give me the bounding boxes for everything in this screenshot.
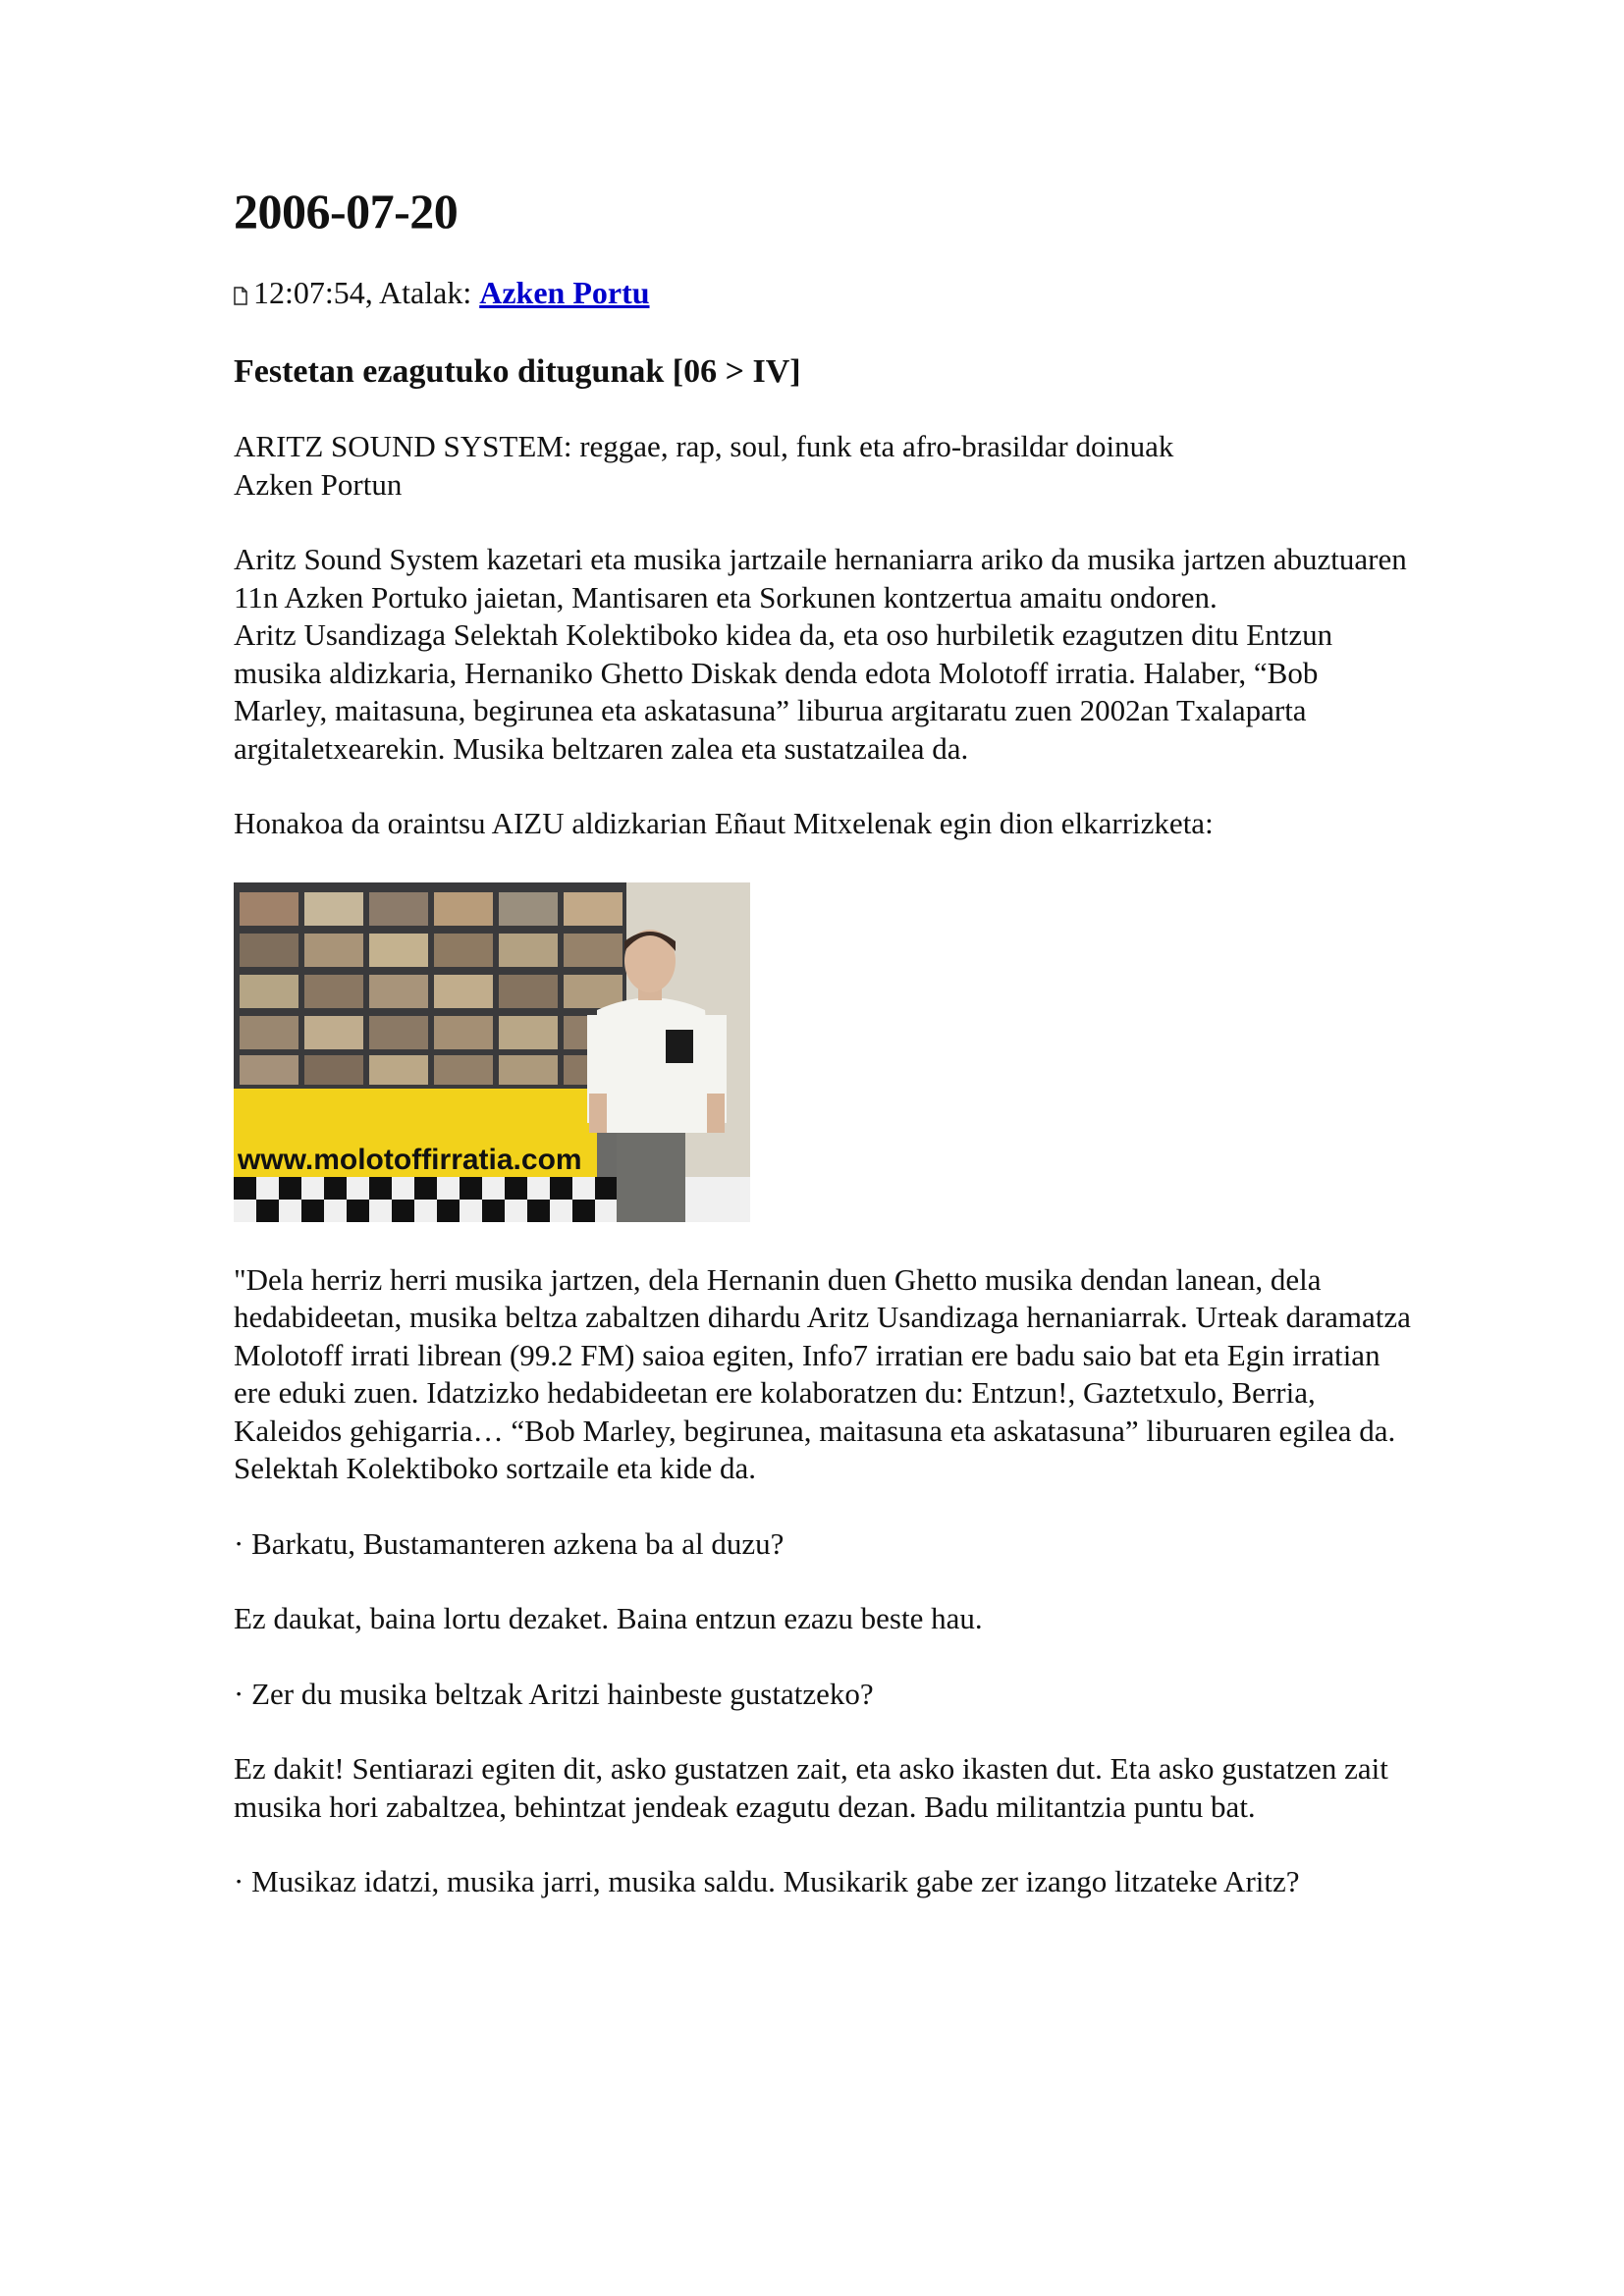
question-2: · Zer du musika beltzak Aritzi hainbeste gustatzeko? — [234, 1676, 874, 1711]
paragraph-intro: Aritz Sound System kazetari eta musika jartzaile hernaniarra ariko da musika jartzen abuztuaren 11n Azken Portuko jaietan, Mantisaren eta Sorkunen kontzertua amaitu ondoren. — [234, 542, 1407, 614]
category-link[interactable]: Azken Portu — [479, 275, 650, 310]
document-icon[interactable] — [234, 287, 247, 305]
paragraph-interview-intro: Honakoa da oraintsu AIZU aldizkarian Eñaut Mitxelenak egin dion elkarrizketa: — [234, 806, 1214, 840]
question-1: · Barkatu, Bustamanteren azkena ba al duzu? — [234, 1525, 785, 1561]
interview-quote: "Dela herriz herri musika jartzen, dela Hernanin duen Ghetto musika dendan lanean, dela hedabideetan, musika beltza zabaltzen dihardu Aritz Usandizaga hernaniarrak. Urteak daramatza Molotoff irrati librean (99.2 FM) saioa egiten, Info7 irratian ere badu saio bat eta Egin irratian ere eduki zuen. Idatzizko hedabideetan ere kolaboratzen du: Entzun!, Gaztetxulo, Berria, Kaleidos gehigarria… “Bob Marley, begirunea, maitasuna eta askatasuna” liburuaren egilea da. Selektah Kolektiboko sortzaile eta kide da. — [234, 1261, 1411, 1485]
photo-banner-text: www.molotoffirratia.com — [238, 1143, 582, 1176]
blog-post — [234, 184, 1412, 1901]
question-3: · Musikaz idatzi, musika jarri, musika saldu. Musikarik gabe zer izango litzateke Aritz? — [234, 1864, 1300, 1898]
photo-record-shop — [234, 882, 750, 1222]
post-title: Festetan ezagutuko ditugunak [06 > IV] — [234, 353, 801, 390]
post-time: 12:07:54, Atalak: — [253, 275, 472, 310]
subhead — [234, 428, 1412, 504]
post-meta — [234, 277, 1412, 308]
paragraph-bio: Aritz Usandizaga Selektah Kolektiboko kidea da, eta oso hurbiletik ezagutzen ditu Entzun musika aldizkaria, Hernaniko Ghetto Diskak denda edota Molotoff irratia. Halaber, “Bob Marley, maitasuna, begirunea eta askatasuna” liburua argitaratu zuen 2002an Txalaparta argitaletxearekin. Musika beltzaren zalea eta sustatzailea da. — [234, 617, 1333, 766]
answer-2: Ez dakit! Sentiarazi egiten dit, asko gustatzen zait, eta asko ikasten dut. Eta asko gustatzen zait musika hori zabaltzea, behintzat jendeak ezagutu dezan. Badu militantzia puntu bat. — [234, 1751, 1388, 1824]
answer-1: Ez daukat, baina lortu dezaket. Baina entzun ezazu beste hau. — [234, 1601, 983, 1635]
subhead-line-2: Azken Portun — [234, 466, 403, 502]
subhead-line-1: ARITZ SOUND SYSTEM: reggae, rap, soul, funk eta afro-brasildar doinuak — [234, 429, 1174, 463]
post-date: 2006-07-20 — [234, 184, 459, 239]
